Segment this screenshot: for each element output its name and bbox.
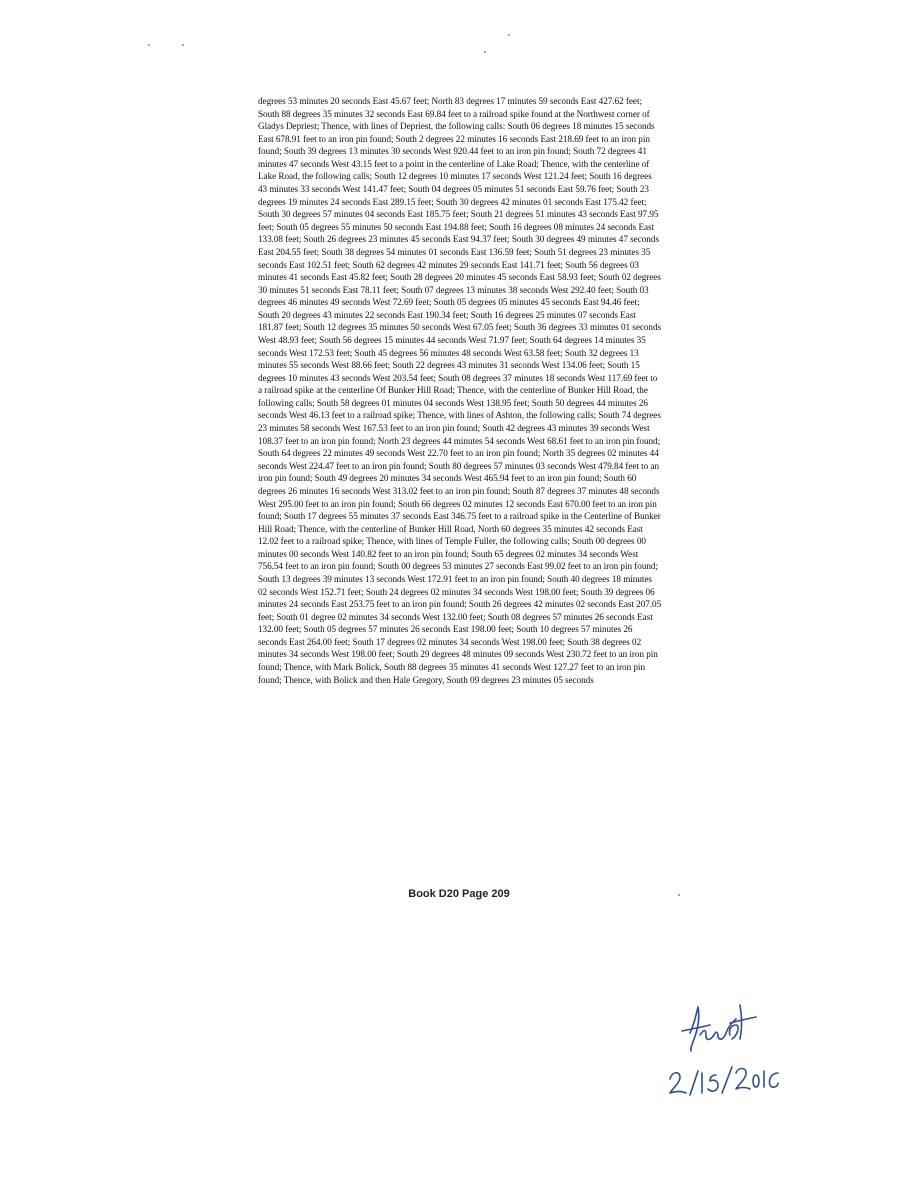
scan-speck [508, 34, 510, 36]
legal-description-text: degrees 53 minutes 20 seconds East 45.67 feet; North 83 degrees 17 minutes 59 seconds East 427.62 feet; South 88 degrees 35 minutes 32 seconds East 69.84 feet to a railroad spike found at the Northwest corner of Gladys Depriest; Thence, with lines of Depriest, the following calls: South 06 degrees 18 minutes 15 seconds East 678.91 feet to an iron pin found; South 2 degrees 22 minutes 16 seconds East 218.69 feet to an iron pin found; South 39 degrees 13 minutes 30 seconds West 920.44 feet to an iron pin found; South 72 degrees 41 minutes 47 seconds West 43.15 feet to a point in the centerline of Lake Road; Thence, with the centerline of Lake Road, the following calls; South 12 degrees 10 minutes 17 seconds West 121.24 feet; South 16 degrees 43 minutes 33 seconds West 141.47 feet; South 04 degrees 05 minutes 51 seconds East 59.76 feet; South 23 degrees 19 minutes 24 seconds East 289.15 feet; South 30 degrees 42 minutes 01 seconds East 175.42 feet; South 30 degrees 57 minutes 04 seconds East 185.75 feet; South 21 degrees 51 minutes 43 seconds East 97.95 feet; South 05 degrees 55 minutes 50 seconds East 194.88 feet; South 16 degrees 08 minutes 24 seconds East 133.08 feet; South 26 degrees 23 minutes 45 seconds East 94.37 feet; South 30 degrees 49 minutes 47 seconds East 204.55 feet; South 38 degrees 54 minutes 01 seconds East 136.59 feet; South 51 degrees 23 minutes 35 seconds East 102.51 feet; South 62 degrees 42 minutes 29 seconds East 141.71 feet; South 56 degrees 03 minutes 41 seconds East 45.82 feet; South 28 degrees 20 minutes 45 seconds East 58.93 feet; South 02 degrees 30 minutes 51 seconds East 78.11 feet; South 07 degrees 13 minutes 38 seconds West 292.40 feet; South 03 degrees 46 minutes 49 seconds West 72.69 feet; South 05 degrees 05 minutes 45 seconds East 94.46 feet; South 20 degrees 43 minutes 22 seconds East 190.34 feet; South 16 degrees 25 minutes 07 seconds East 181.87 feet; South 12 degrees 35 minutes 50 seconds West 67.05 feet; South 36 degrees 33 minutes 01 seconds West 48.93 feet; South 56 degrees 15 minutes 44 seconds West 71.97 feet; South 64 degrees 14 minutes 35 seconds West 172.53 feet; South 45 degrees 56 minutes 48 seconds West 63.58 feet; South 32 degrees 13 minutes 55 seconds West 88.66 feet; South 22 degrees 43 minutes 31 seconds West 134.06 feet; South 15 degrees 10 minutes 43 seconds West 203.54 feet; South 08 degrees 37 minutes 18 seconds West 117.69 feet to a railroad spike at the centerline Of Bunker Hill Road; Thence, with the centerline of Bunker Hill Road, the following calls; South 58 degrees 01 minutes 04 seconds West 138.95 feet; South 50 degrees 44 minutes 26 seconds West 46.13 feet to a railroad spike; Thence, with lines of Ashton, the following calls; South 74 degrees 23 minutes 58 seconds West 167.53 feet to an iron pin found; South 42 degrees 43 minutes 39 seconds West 108.37 feet to an iron pin found; North 23 degrees 44 minutes 54 seconds West 68.61 feet to an iron pin found; South 64 degrees 22 minutes 49 seconds West 22.70 feet to an iron pin found; North 35 degrees 02 minutes 44 seconds West 224.47 feet to an iron pin found; South 80 degrees 57 minutes 03 seconds West 479.84 feet to an iron pin found; South 49 degrees 20 minutes 34 seconds West 465.94 feet to an iron pin found; South 60 degrees 26 minutes 16 seconds West 313.02 feet to an iron pin found; South 87 degrees 37 minutes 48 seconds West 295.00 feet to an iron pin found; South 66 degrees 02 minutes 12 seconds East 670.00 feet to an iron pin found; South 17 degrees 55 minutes 37 seconds East 346.75 feet to a railroad spike in the Centerline of Bunker Hill Road; Thence, with the centerline of Bunker Hill Road, North 60 degrees 35 minutes 42 seconds East 12.02 feet to a railroad spike; Thence, with lines of Temple Fuller, the following calls; South 00 degrees 00 minutes 00 seconds West 140.82 feet to an iron pin found; South 65 degrees 02 minutes 34 seconds West 756.54 feet to an iron pin found; South 00 degrees 53 minutes 27 seconds East 99.02 feet to an iron pin found; South 13 degrees 39 minutes 13 seconds West 172.91 feet to an iron pin found; South 40 degrees 18 minutes 02 seconds West 152.71 feet; South 24 degrees 02 minutes 34 seconds West 198.00 feet; South 39 degrees 06 minutes 24 seconds East 253.75 feet to an iron pin found; South 26 degrees 42 minutes 02 seconds East 207.05 feet; South 01 degree 02 minutes 34 seconds West 132.00 feet; South 08 degrees 57 minutes 26 seconds East 132.00 feet; South 05 degrees 57 minutes 26 seconds East 198.00 feet; South 10 degrees 57 minutes 26 seconds East 264.00 feet; South 17 degrees 02 minutes 34 seconds West 198.00 feet; South 38 degrees 02 minutes 34 seconds West 198.00 feet; South 29 degrees 48 minutes 09 seconds West 230.72 feet to an iron pin found; Thence, with Mark Bolick, South 88 degrees 35 minutes 41 seconds West 127.27 feet to an iron pin found; Thence, with Bolick and then Hale Gregory, South 09 degrees 23 minutes 05 seconds [258, 96, 662, 685]
scan-speck [484, 51, 486, 53]
handwritten-signature [660, 995, 780, 1105]
scan-speck [148, 44, 150, 46]
page-footer: Book D20 Page 209 [408, 888, 510, 900]
scan-speck [182, 44, 184, 46]
